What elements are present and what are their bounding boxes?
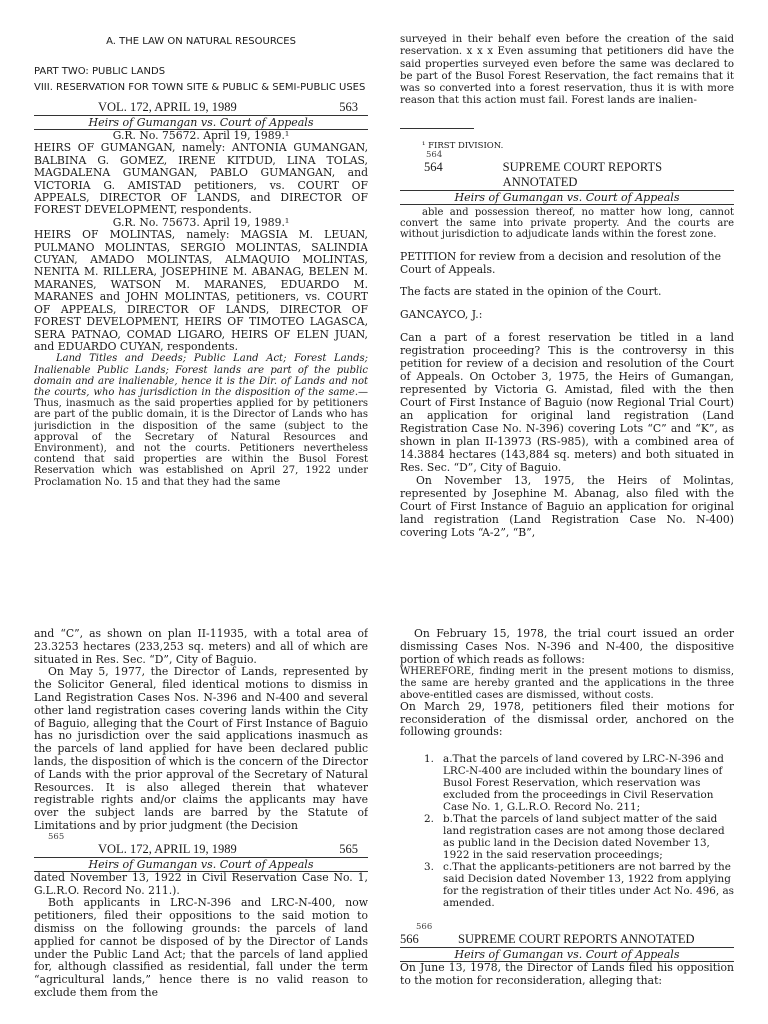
paragraph: able and possession thereof, no matter how long, cannot convert the same into private property. And the courts are without jurisdiction to adjudicate lands within the forest zone. — [400, 206, 734, 241]
syllabus-headnote: Land Titles and Deeds; Public Land Act; Forest Lands; Inalienable Public Lands; Forest lands are part of the public domain and are inalienable, hence it is the Dir. of Lands and not the courts, who has jurisdiction in the disposition of the same. — [34, 353, 368, 398]
list-number: 2. — [424, 812, 434, 825]
case-parties: HEIRS OF MOLINTAS, namely: MAGSIA M. LEUAN, PULMANO MOLINTAS, SERGIO MOLINTAS, SALINDIA CUYAN, AMADO MOLINTAS, ALMAQUIO MOLINTAS, NENITA M. RILLERA, JOSEPHINE M. ABANAG, BELEN M. MARANES, WATSON M. MARANES, EDUARDO M. MARANES and JOHN MOLINTAS, petitioners, vs. COURT OF APPEALS, DIRECTOR OF LANDS, DIRECTOR OF FOREST DEVELOPMENT, HEIRS OF TIMOTEO LAGASCA, SERA PATNAO, COMAD LIGARO, HEIRS OF ELEN JUAN, and EDUARDO CUYAN, respondents. — [34, 228, 368, 353]
grounds-list — [424, 753, 734, 909]
paragraph: Can a part of a forest reservation be titled in a land registration proceeding? This is the controversy in this petition for review of a decision and resolution of the Court of Appeals. On October 3, 1975, the Heirs of Gumangan, represented by Victoria G. Amistad, filed with the then Court of First Instance of Baguio (now Regional Trial Court) an application for original land registration (Land Registration Case No. N-396) covering Lots “C” and “K”, as shown in plan II-13973 (RS-985), with a combined area of 14.3884 hectares (143,884 sq. meters) and both situated in Res. Sec. “D”, City of Baguio. — [400, 331, 734, 475]
header-title: SUPREME COURT REPORTS ANNOTATED — [502, 159, 663, 189]
footnote-rule — [400, 128, 474, 129]
gr-number: G.R. No. 75673. April 19, 1989.¹ — [112, 215, 290, 229]
running-header — [34, 100, 368, 115]
page-564-top — [400, 34, 734, 586]
running-header — [400, 160, 734, 190]
header-page-number: 564 — [424, 159, 443, 174]
header-page-number: 566 — [400, 931, 419, 946]
header-title: SUPREME COURT REPORTS ANNOTATED — [458, 931, 695, 946]
list-item — [424, 813, 734, 861]
paragraph: surveyed in their behalf even before the creation of the said reservation. x x x Even assuming that petitioners did have the said properties surveyed even before the same was declared to be part of the Busol Forest Reservation, the fact remains that it was so converted into a forest reservation, thus it is with more reason that this action must fail. Forest lands are inalien- — [400, 34, 734, 107]
page-marker: 564 — [426, 149, 443, 160]
paragraph: Both applicants in LRC-N-396 and LRC-N-400, now petitioners, filed their oppositions to the said motion to dismiss on the following grounds: the parcels of land applied for cannot be disposed of by the Director of Lands under the Public Land Act; that the parcels of land applied for, although classified as residential, fall under the term “agricultural lands,” hence there is no valid reason to exclude them from the — [34, 896, 368, 999]
paragraph: PETITION for review from a decision and resolution of the Court of Appeals. — [400, 250, 721, 277]
paragraph: and “C”, as shown on plan II-11935, with a total area of 23.3253 hectares (233,253 sq. meters) and all of which are situated in Res. Sec. “D”, City of Baguio. — [34, 628, 368, 666]
list-text: a.That the parcels of land covered by LRC-N-396 and LRC-N-400 are included within the boundary lines of Busol Forest Reservation, which reservation was excluded from the proceedings in Civil Reservation Case No. 1, G.L.R.O. Record No. 211; — [443, 752, 724, 813]
part-title: PART TWO: PUBLIC LANDS — [34, 66, 166, 77]
page-marker: 566 — [416, 921, 433, 932]
case-subheader: Heirs of Gumangan vs. Court of Appeals — [34, 115, 368, 130]
list-item — [424, 861, 734, 909]
paragraph: On February 15, 1978, the trial court issued an order dismissing Cases Nos. N-396 and N-400, the dispositive portion of which reads as follows: — [400, 628, 734, 666]
syllabus-body: —Thus, inasmuch as the said properties applied for by petitioners are part of the public domain, it is the Director of Lands who has jurisdiction in the disposition of the same (subject to the approval of the Secretary of Natural Resources and Environment), and not the courts. Petitioners nevertheless contend that said properties are within the Busol Forest Reservation which was established on April 27, 1922 under Proclamation No. 15 and that they had the same — [34, 386, 368, 488]
case-parties: HEIRS OF GUMANGAN, namely: ANTONIA GUMANGAN, BALBINA G. GOMEZ, IRENE KITDUD, LINA TOLAS, MAGDALENA GUMANGAN, PABLO GUMANGAN, and VICTORIA G. AMISTAD petitioners, vs. COURT OF APPEALS, DIRECTOR OF LANDS, and DIRECTOR OF FOREST DEVELOPMENT, respondents. — [34, 141, 368, 217]
paragraph: On November 13, 1975, the Heirs of Molintas, represented by Josephine M. Abanag, also filed with the Court of First Instance of Baguio an application for original land registration (Land Registration Case No. N-400) covering Lots “A-2”, “B”, — [400, 474, 734, 540]
case-subheader: Heirs of Gumangan vs. Court of Appeals — [400, 190, 734, 205]
paragraph: On June 13, 1978, the Director of Lands filed his opposition to the motion for reconsideration, alleging that: — [400, 960, 734, 987]
paragraph: On March 29, 1978, petitioners filed their motions for reconsideration of the dismissal order, anchored on the following grounds: — [400, 700, 734, 739]
paragraph: dated November 13, 1922 in Civil Reservation Case No. 1, G.L.R.O. Record No. 211.). — [34, 870, 368, 897]
header-volume: VOL. 172, APRIL 19, 1989 — [98, 841, 237, 856]
author-line: GANCAYCO, J.: — [400, 307, 483, 321]
paragraph: On May 5, 1977, the Director of Lands, represented by the Solicitor General, filed identical motions to dismiss in Land Registration Cases Nos. N-396 and N-400 and several other land registration cases covering lands within the City of Baguio, alleging that the Court of First Instance of Baguio has no jurisdiction over the said applications inasmuch as the parcels of land applied for have been declared public lands, the disposition of which is the concern of the Director of Lands with the prior approval of the Secretary of Natural Resources. It is also alleged therein that whatever registrable rights and/or claims the applicants may have over the subject lands are barred by the Statute of Limitations and by prior judgment (the Decision — [34, 665, 368, 832]
gr-number: G.R. No. 75672. April 19, 1989.¹ — [112, 129, 290, 142]
list-text: b.That the parcels of land subject matter of the said land registration cases are not among those declared as public land in the Decision dated November 13, 1922 in the said reservation proceedings; — [443, 812, 725, 861]
section-title: A. THE LAW ON NATURAL RESOURCES — [106, 36, 296, 47]
header-page-number: 563 — [339, 100, 358, 114]
header-page-number: 565 — [339, 841, 358, 856]
running-header — [400, 932, 734, 947]
case-subheader: Heirs of Gumangan vs. Court of Appeals — [34, 857, 368, 872]
list-text: c.That the applicants-petitioners are not barred by the said Decision dated November 13, 1922 from applying for the registration of their titles under Act No. 496, as amended. — [443, 860, 734, 909]
paragraph: The facts are stated in the opinion of the Court. — [400, 285, 662, 299]
page-565 — [34, 628, 368, 1024]
list-number: 3. — [424, 860, 434, 873]
block-quote: WHEREFORE, finding merit in the present motions to dismiss, the same are hereby granted and the applications in the three above-entitled cases are dismissed, without costs. — [400, 666, 734, 701]
syllabus — [34, 353, 368, 487]
chapter-title: VIII. RESERVATION FOR TOWN SITE & PUBLIC & SEMI-PUBLIC USES — [34, 82, 366, 93]
list-item — [424, 753, 734, 813]
page-563-top — [34, 34, 368, 586]
footnote: ¹ FIRST DIVISION. — [422, 140, 504, 151]
header-volume: VOL. 172, APRIL 19, 1989 — [98, 100, 237, 114]
running-header — [34, 842, 368, 857]
list-number: 1. — [424, 752, 434, 765]
page-marker: 565 — [48, 831, 65, 842]
page-566 — [400, 628, 734, 1024]
case-subheader: Heirs of Gumangan vs. Court of Appeals — [400, 947, 734, 962]
